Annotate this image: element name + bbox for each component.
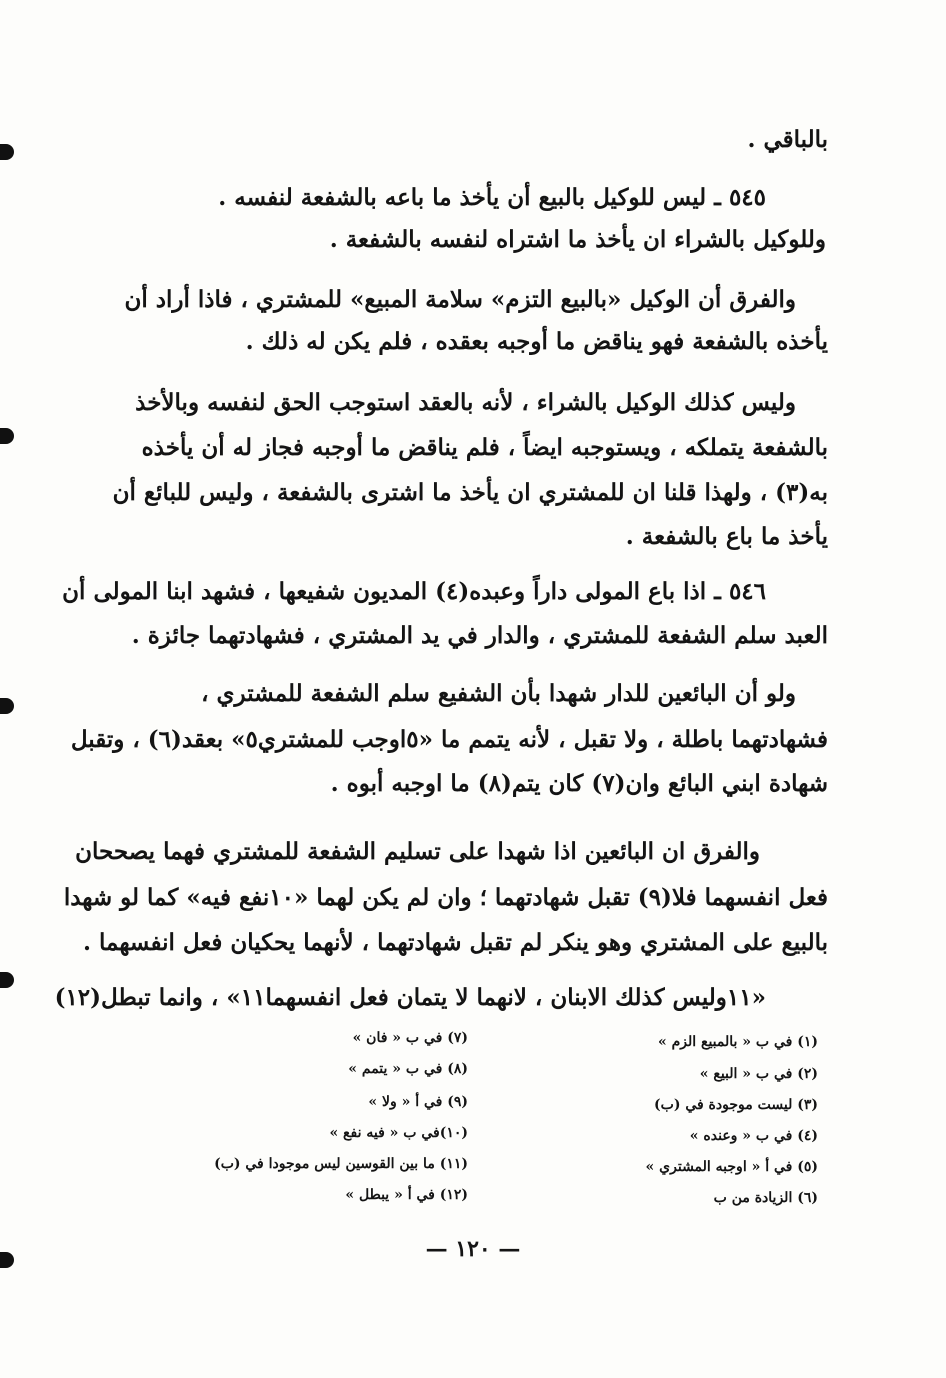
scan-margin-mark: [0, 428, 14, 444]
body-line: فشهادتهما باطلة ، ولا تقبل ، لأنه يتمم ما «٥اوجب للمشتري٥» بعقد(٦) ، وتقبل: [70, 726, 828, 753]
body-line: ولو أن البائعين للدار شهدا بأن الشفيع سلم الشفعة للمشتري ،: [201, 680, 796, 707]
body-line: ٥٤٦ ـ اذا باع المولى داراً وعبده(٤) المديون شفيعها ، فشهد ابنا المولى أن: [62, 578, 766, 605]
page-number: — ١٢٠ —: [425, 1236, 521, 1262]
body-line: يأخذ ما باع بالشفعة .: [625, 523, 828, 550]
body-line: فعل انفسهما فلا(٩) تقبل شهادتهما ؛ وان لم يكن لهما «١٠نفع فيه» كما لو شهدا: [63, 884, 828, 911]
footnote: (٤) في ب « وعنده »: [689, 1128, 818, 1144]
footnote: (١١) ما بين القوسين ليس موجودا في (ب): [214, 1156, 468, 1172]
body-line: وللوكيل بالشراء ان يأخذ ما اشتراه لنفسه بالشفعة .: [329, 226, 826, 253]
body-line: بالباقي .: [747, 126, 828, 153]
scan-margin-mark: [0, 972, 14, 988]
footnote: (٢) في ب « البيع »: [699, 1066, 818, 1082]
footnote: (١) في ب « بالمبيع الزم »: [657, 1034, 818, 1050]
footnote: (٨) في ب « يتمم »: [348, 1061, 468, 1077]
body-line: بالبيع على المشتري وهو ينكر لم تقبل شهادتهما ، لأنهما يحكيان فعل انفسهما .: [83, 929, 828, 956]
body-line: والفرق أن الوكيل «بالبيع التزم» سلامة المبيع» للمشتري ، فاذا أراد أن: [124, 286, 796, 313]
footnote: (٦) الزيادة من ب: [713, 1190, 818, 1206]
body-line: «١١وليس كذلك الابنان ، لانهما لا يتمان فعل انفسهما١١» ، وانما تبطل(١٢): [54, 984, 766, 1011]
footnote: (٩) في أ « ولا »: [368, 1094, 468, 1110]
body-line: وليس كذلك الوكيل بالشراء ، لأنه بالعقد استوجب الحق لنفسه وبالأخذ: [135, 389, 796, 416]
body-line: والفرق ان البائعين اذا شهدا على تسليم الشفعة للمشتري فهما يصححان: [75, 838, 760, 865]
body-line: به(٣) ، ولهذا قلنا ان للمشتري ان يأخذ ما اشترى بالشفعة ، وليس للبائع أن: [112, 479, 828, 506]
body-line: ٥٤٥ ـ ليس للوكيل بالبيع أن يأخذ ما باعه بالشفعة لنفسه .: [218, 184, 766, 211]
body-line: العبد سلم الشفعة للمشتري ، والدار في يد المشتري ، فشهادتهما جائزة .: [131, 622, 828, 649]
body-line: بالشفعة يتملكه ، ويستوجبه ايضاً ، فلم يناقض ما أوجبه فجاز له أن يأخذه: [141, 434, 828, 461]
scan-margin-mark: [0, 144, 14, 160]
footnote: (١٢) في أ « يبطل »: [345, 1187, 468, 1203]
footnote: (٣) ليست موجودة في (ب): [654, 1097, 818, 1113]
footnote: (٥) في أ « اوجبه المشتري »: [645, 1159, 818, 1175]
body-line: يأخذه بالشفعة فهو يناقض ما أوجبه بعقده ، فلم يكن له ذلك .: [245, 328, 828, 355]
body-line: شهادة ابني البائع وان(٧) كان يتم(٨) ما اوجبه أبوه .: [330, 770, 828, 797]
scan-margin-mark: [0, 698, 14, 714]
footnote: (٧) في ب « فان »: [352, 1030, 468, 1046]
footnote: (١٠)في ب « فيه نفع »: [329, 1125, 468, 1141]
